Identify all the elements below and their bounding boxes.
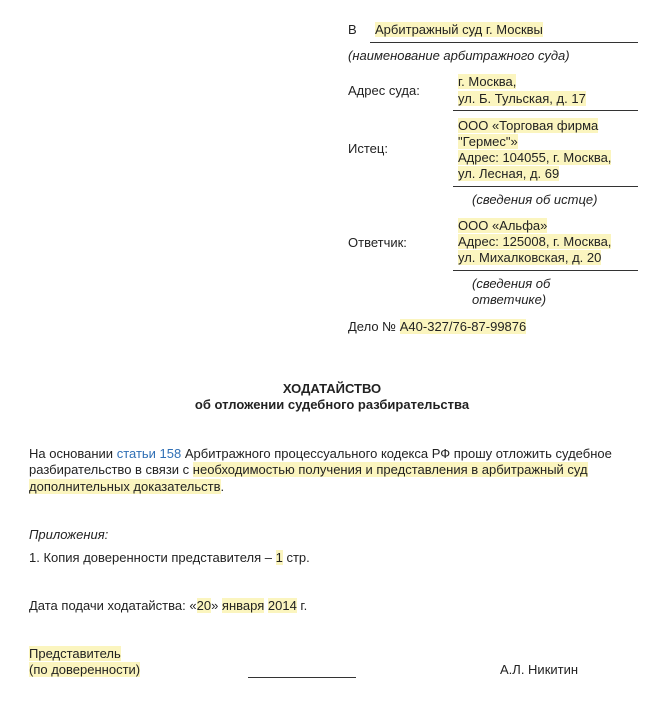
plaintiff-line-1: ООО «Торговая фирма — [458, 118, 599, 133]
body-line-2: разбирательство в связи с необходимостью получения и представления в арбитражный суд — [29, 462, 588, 477]
court-name: Арбитражный суд г. Москвы — [375, 22, 543, 37]
signature-line — [248, 677, 356, 678]
plaintiff-line-3: Адрес: 104055, г. Москва, — [458, 150, 612, 165]
case-number-line — [348, 319, 526, 334]
defendant-line-3: ул. Михалковская, д. 20 — [458, 250, 602, 265]
court-caption: (наименование арбитражного суда) — [348, 48, 570, 63]
plaintiff-underline — [453, 186, 638, 187]
defendant-label: Ответчик: — [348, 235, 407, 250]
plaintiff-caption: (сведения об истце) — [472, 192, 598, 207]
case-number: А40-327/76-87-99876 — [399, 319, 527, 334]
plaintiff-label: Истец: — [348, 141, 388, 156]
court-address-underline — [453, 110, 638, 111]
defendant-caption-line-2: ответчике) — [472, 292, 547, 307]
signer-name: А.Л. Никитин — [500, 662, 579, 677]
defendant-line-2: Адрес: 125008, г. Москва, — [458, 234, 612, 249]
document-subtitle: об отложении судебного разбирательства — [194, 397, 470, 412]
reason-highlight: необходимостью получения и представления в арбитражный суд — [192, 462, 588, 477]
filing-month: января — [221, 598, 265, 613]
signer-basis: (по доверенности) — [29, 662, 141, 677]
document-title: ХОДАТАЙСТВО — [282, 381, 382, 396]
court-address-line-1: г. Москва, — [458, 74, 517, 89]
article-link[interactable]: статьи 158 — [116, 446, 182, 461]
plaintiff-line-2: "Гермес"» — [458, 134, 518, 149]
filing-day: 20 — [196, 598, 212, 613]
plaintiff-line-4: ул. Лесная, д. 69 — [458, 166, 560, 181]
case-label: Дело № — [348, 319, 397, 334]
defendant-line-1: ООО «Альфа» — [458, 218, 548, 233]
reason-highlight-cont: дополнительных доказательств — [29, 479, 221, 494]
body-line-3: дополнительных доказательств. — [29, 479, 225, 494]
court-address-label: Адрес суда: — [348, 83, 420, 98]
court-name-underline — [370, 42, 638, 43]
filing-year: 2014 — [267, 598, 297, 613]
attachments-label: Приложения: — [29, 527, 109, 542]
signer-role: Представитель — [29, 646, 121, 661]
body-line-1: На основании статьи 158 Арбитражного процессуального кодекса РФ прошу отложить судебное — [29, 446, 612, 461]
attachment-item: 1. Копия доверенности представителя – 1 стр. — [29, 550, 310, 565]
filing-date: Дата подачи ходатайства: «20» января 2014 г. — [29, 598, 308, 613]
defendant-caption-line-1: (сведения об — [472, 276, 551, 291]
court-address-line-2: ул. Б. Тульская, д. 17 — [458, 91, 586, 106]
attachment-pages: 1 — [275, 550, 283, 565]
defendant-underline — [453, 270, 638, 271]
to-prefix: В — [348, 22, 357, 37]
